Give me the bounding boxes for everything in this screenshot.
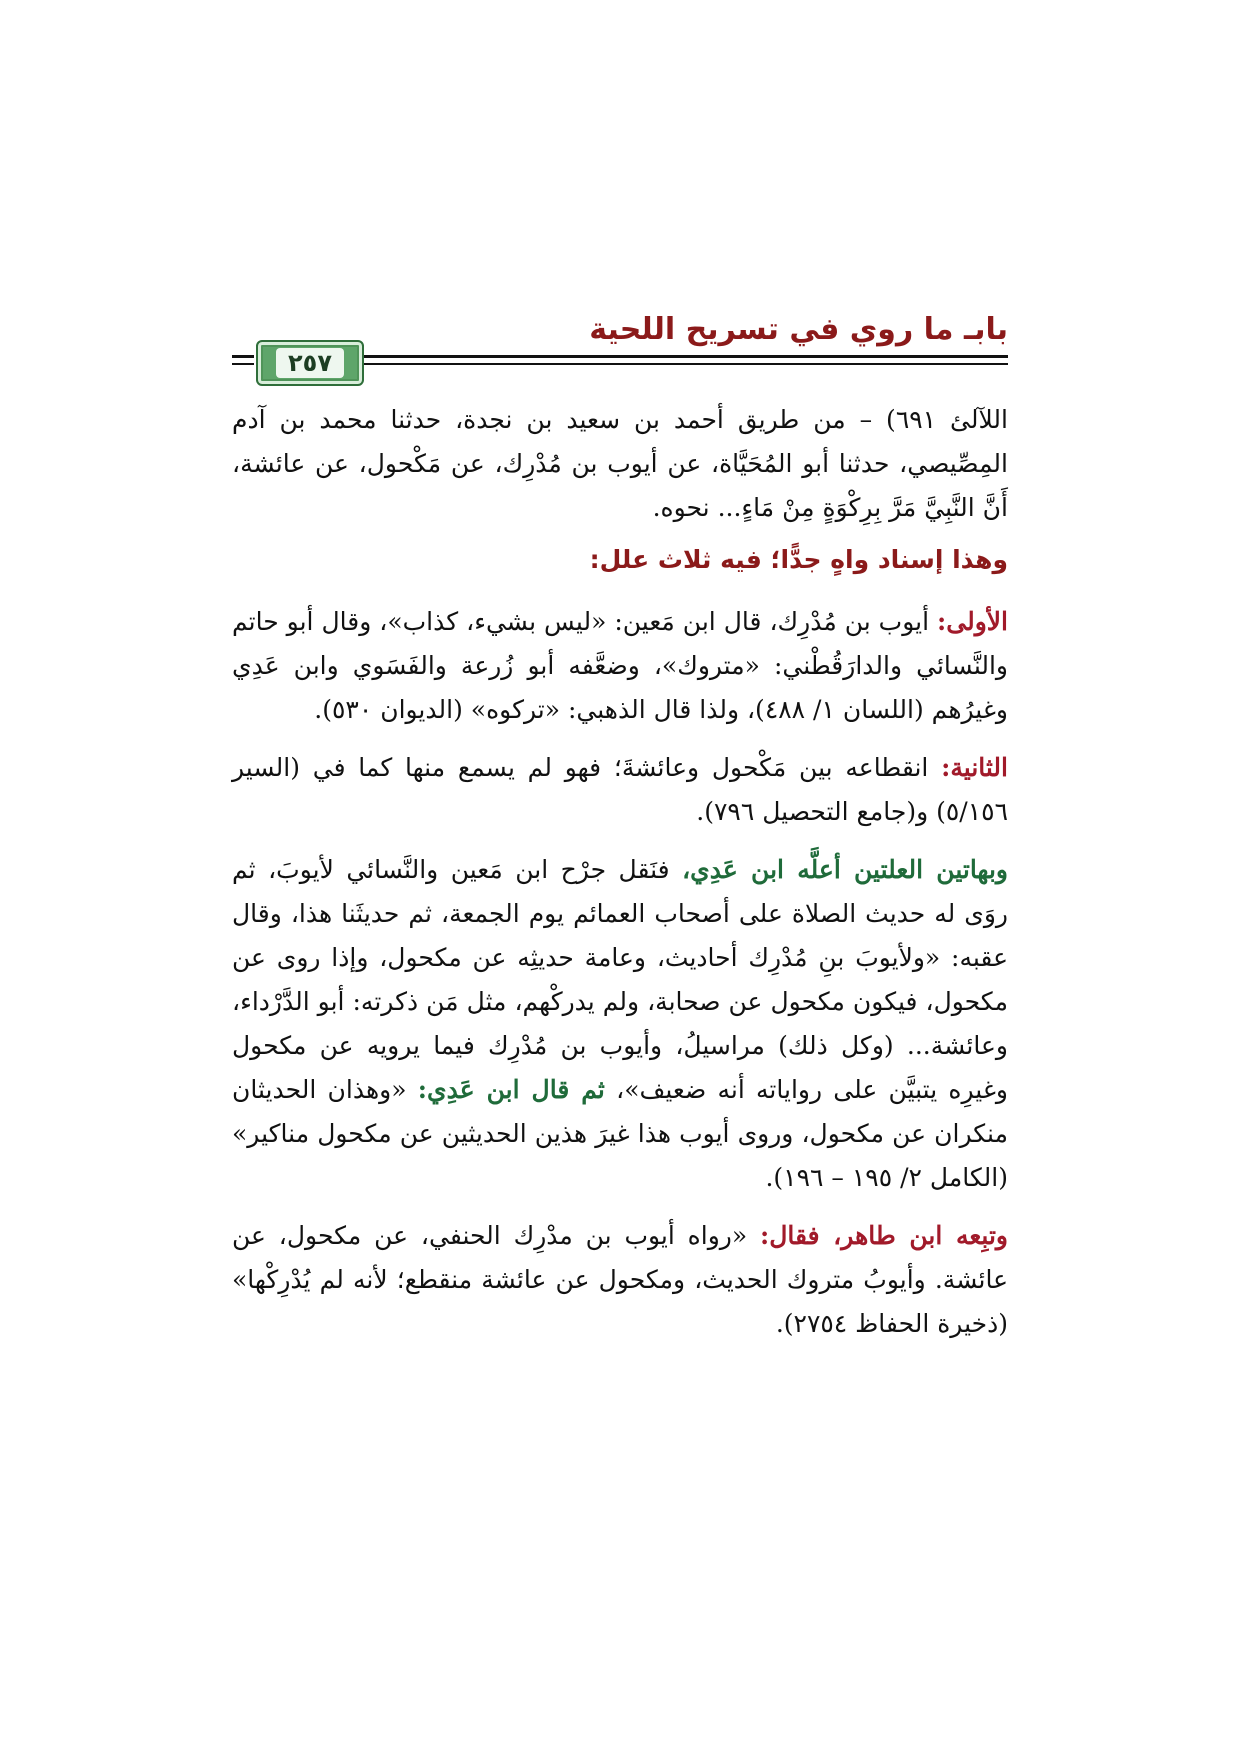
page-body	[232, 398, 1008, 1360]
paragraph-text: أيوب بن مُدْرِك، قال ابن مَعين: «ليس بشيء، كذاب»، وقال أبو حاتم والنَّسائي والدارَقُطْني: «متروك»، وضعَّفه أبو زُرعة والفَسَوي وابن عَدِي وغيرُهم (اللسان ١/ ٤٨٨)، ولذا قال الذهبي: «تركوه» (الديوان ٥٣٠).	[232, 607, 1008, 724]
header-rule-short	[232, 355, 254, 367]
paragraph-label: الأولى:	[937, 607, 1008, 636]
paragraph-label-inline: ثم قال ابن عَدِي:	[417, 1075, 605, 1104]
paragraph-label: الثانية:	[941, 753, 1008, 782]
paragraph-second-defect	[232, 746, 1008, 834]
paragraph-ibn-adi	[232, 848, 1008, 1200]
paragraph-text: انقطاعه بين مَكْحول وعائشةَ؛ فهو لم يسمع منها كما في (السير ٥/١٥٦) و(جامع التحصيل ٧٩٦).	[232, 753, 1008, 826]
paragraph-first-defect	[232, 600, 1008, 732]
paragraph-ibn-tahir	[232, 1214, 1008, 1346]
header-rule	[364, 355, 1008, 367]
paragraph-label: وبهاتين العلتين أعلَّه ابن عَدِي،	[682, 855, 1008, 884]
page-header	[232, 310, 1008, 390]
paragraph-text: فنَقل جرْح ابن مَعين والنَّسائي لأيوبَ، ثم روَى له حديث الصلاة على أصحاب العمائم يوم الجمعة، ثم حديثَنا هذا، وقال عقبه: «ولأيوبَ بنِ مُدْرِك أحاديث، وعامة حديثِه عن مكحول، وإذا روى عن مكحول، فيكون مكحول عن صحابة، ولم يدركْهم، مثل مَن ذكرته: أبو الدَّرْداء، وعائشة... (وكل ذلك) مراسيلُ، وأيوب بن مُدْرِك فيما يرويه عن مكحول وغيرِه يتبيَّن على رواياته أنه ضعيف»،	[232, 855, 1008, 1104]
page-number: ٢٥٧	[276, 348, 344, 378]
section-subheading: وهذا إسناد واهٍ جدًّا؛ فيه ثلاث علل:	[589, 545, 1008, 574]
paragraph-continuation: اللآلئ ٦٩١) – من طريق أحمد بن سعيد بن نجدة، حدثنا محمد بن آدم المِصِّيصي، حدثنا أبو المُحَيَّاة، عن أيوب بن مُدْرِك، عن مَكْحول، عن عائشة، أَنَّ النَّبِيَّ مَرَّ بِرِكْوَةٍ مِنْ مَاءٍ... نحوه.	[232, 405, 1008, 522]
paragraph-label: وتبِعه ابن طاهر، فقال:	[760, 1221, 1008, 1250]
chapter-title: بابـ ما روي في تسريح اللحية	[589, 312, 1008, 347]
paragraph-text: «رواه أيوب بن مدْرِك الحنفي، عن مكحول، عن عائشة. وأيوبُ متروك الحديث، ومكحول عن عائشة منقطع؛ لأنه لم يُدْرِكْها» (ذخيرة الحفاظ ٢٧٥٤).	[232, 1221, 1008, 1338]
paragraph-text: «وهذان الحديثان منكران عن مكحول، وروى أيوب هذا غيرَ هذين الحديثين عن مكحول مناكير» (الكامل ٢/ ١٩٥ – ١٩٦).	[232, 1075, 1008, 1192]
page-number-badge	[256, 340, 364, 386]
